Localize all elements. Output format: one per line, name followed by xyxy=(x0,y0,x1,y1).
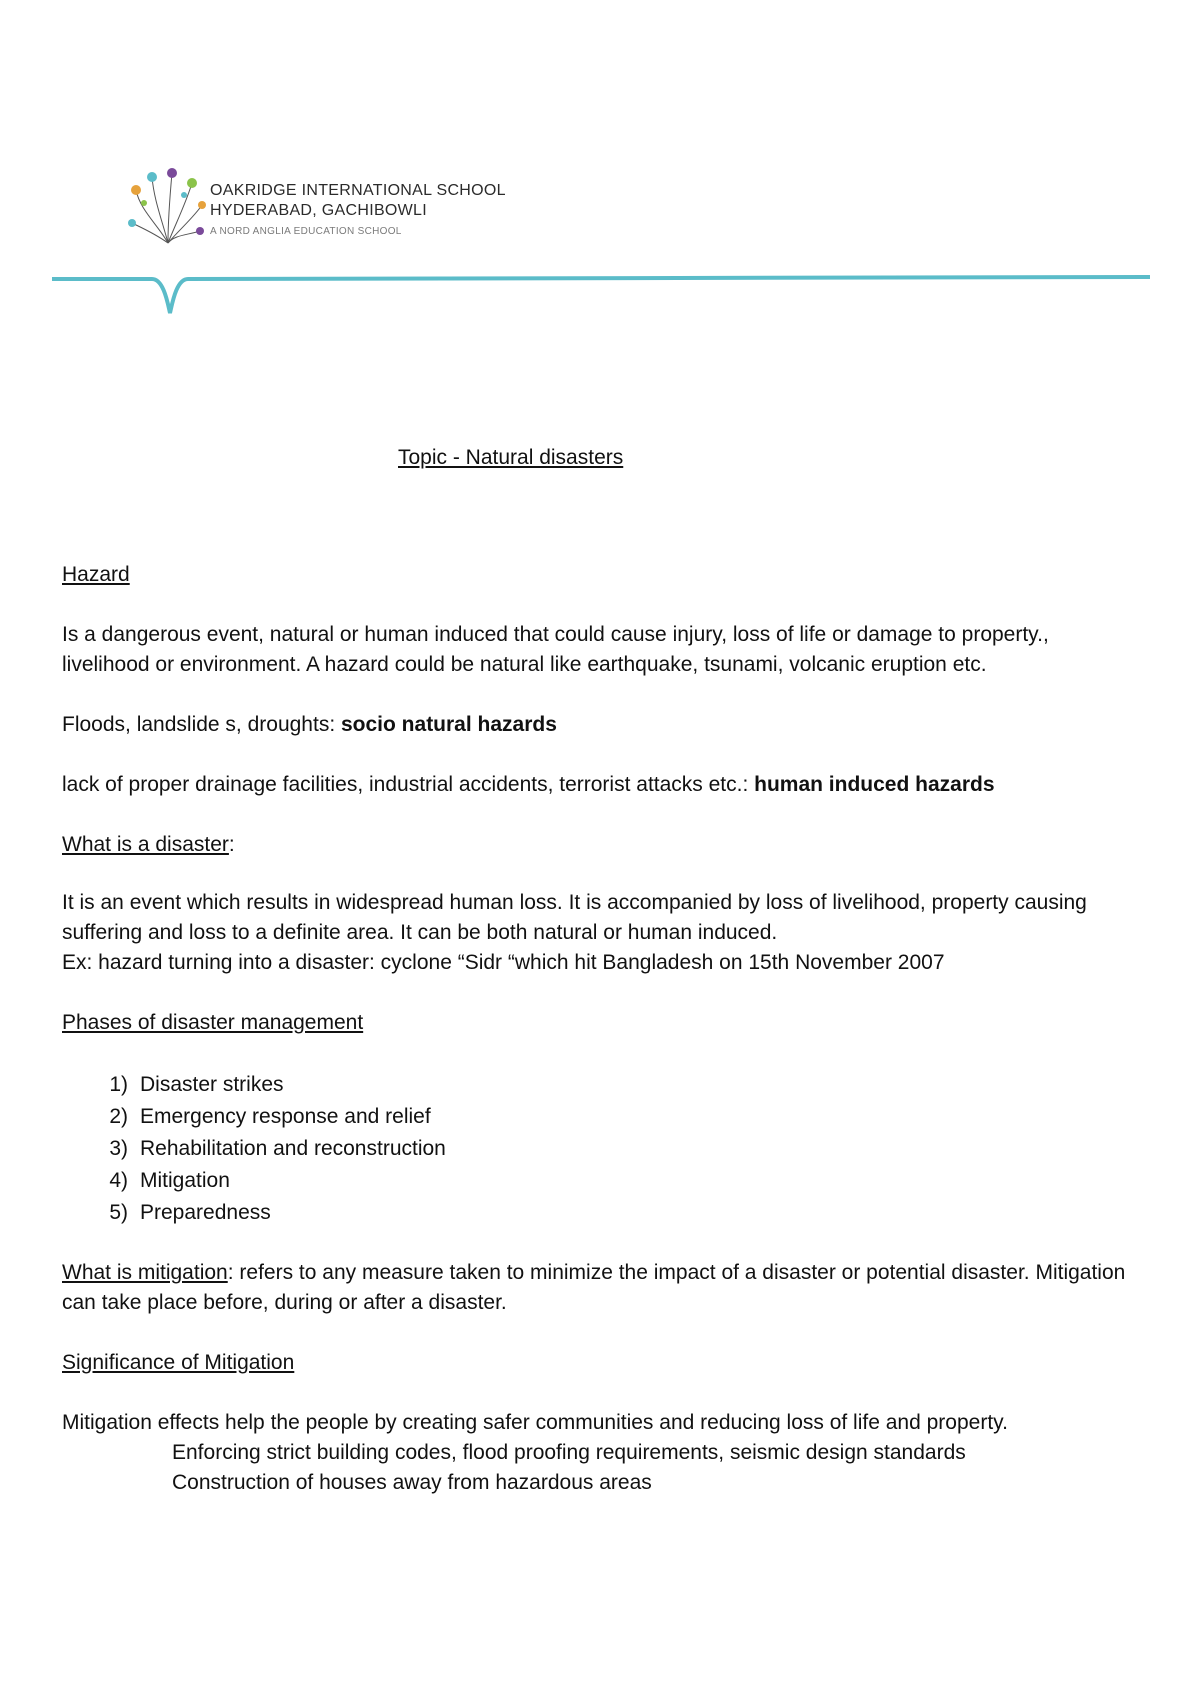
disaster-heading: What is a disaster xyxy=(62,833,229,856)
list-text: Preparedness xyxy=(140,1201,271,1224)
significance-intro: Mitigation effects help the people by creating safer communities and reducing loss of life and property. xyxy=(62,1411,1008,1434)
page-title: Topic - Natural disasters xyxy=(398,446,624,469)
phases-heading: Phases of disaster management xyxy=(62,1011,364,1034)
letterhead xyxy=(0,0,1200,360)
disaster-heading-line xyxy=(62,830,1142,860)
socio-natural-label: socio natural hazards xyxy=(341,713,557,736)
list-item xyxy=(88,1134,1168,1166)
hazard-heading: Hazard xyxy=(62,563,130,586)
hazard-definition: Is a dangerous event, natural or human induced that could cause injury, loss of life or damage to property., livelihood or environment. A hazard could be natural like earthquake, tsunami, volcanic eruption etc. xyxy=(62,623,1049,676)
significance-heading-line xyxy=(62,1348,1142,1378)
header-divider xyxy=(52,275,1150,345)
phases-heading-line xyxy=(62,1008,1142,1038)
mitigation-text: : refers to any measure taken to minimize the impact of a disaster or potential disaster. Mitigation can take place before, during or after a disaster. xyxy=(62,1261,1126,1314)
disaster-example: Ex: hazard turning into a disaster: cyclone “Sidr “which hit Bangladesh on 15th November 2007 xyxy=(62,951,945,974)
list-number: 4) xyxy=(109,1169,128,1192)
significance-heading: Significance of Mitigation xyxy=(62,1351,295,1374)
list-text: Mitigation xyxy=(140,1169,230,1192)
hazard-section xyxy=(62,560,1142,590)
human-induced-label: human induced hazards xyxy=(754,773,995,796)
list-item xyxy=(88,1070,1168,1102)
list-text: Disaster strikes xyxy=(140,1073,284,1096)
human-induced-examples: lack of proper drainage facilities, industrial accidents, terrorist attacks etc.: xyxy=(62,773,755,796)
list-number: 1) xyxy=(109,1073,128,1096)
school-logo-icon xyxy=(128,165,208,255)
list-text: Emergency response and relief xyxy=(140,1105,431,1128)
list-number: 2) xyxy=(109,1105,128,1128)
school-tagline: A NORD ANGLIA EDUCATION SCHOOL xyxy=(210,226,402,237)
list-number: 5) xyxy=(109,1201,128,1224)
school-name xyxy=(210,181,506,221)
significance-point: Enforcing strict building codes, flood proofing requirements, seismic design standards xyxy=(172,1441,966,1464)
list-item xyxy=(88,1102,1168,1134)
disaster-definition: It is an event which results in widespread human loss. It is accompanied by loss of livelihood, property causing suffering and loss to a definite area. It can be both natural or human induced. xyxy=(62,891,1087,944)
significance-point: Construction of houses away from hazardous areas xyxy=(172,1471,652,1494)
list-item xyxy=(88,1166,1168,1198)
mitigation-heading: What is mitigation xyxy=(62,1261,228,1284)
socio-natural-examples: Floods, landslide s, droughts: xyxy=(62,713,341,736)
school-name-line2: HYDERABAD, GACHIBOWLI xyxy=(210,202,428,219)
phases-list xyxy=(88,1070,1168,1230)
significance-body xyxy=(62,1408,1142,1498)
socio-natural-line xyxy=(62,710,1142,740)
list-item xyxy=(88,1198,1168,1230)
human-induced-line xyxy=(62,770,1142,800)
disaster-heading-colon: : xyxy=(228,833,235,856)
mitigation-paragraph xyxy=(62,1258,1142,1318)
list-number: 3) xyxy=(109,1137,128,1160)
school-name-line1: OAKRIDGE INTERNATIONAL SCHOOL xyxy=(210,182,506,199)
list-text: Rehabilitation and reconstruction xyxy=(140,1137,446,1160)
